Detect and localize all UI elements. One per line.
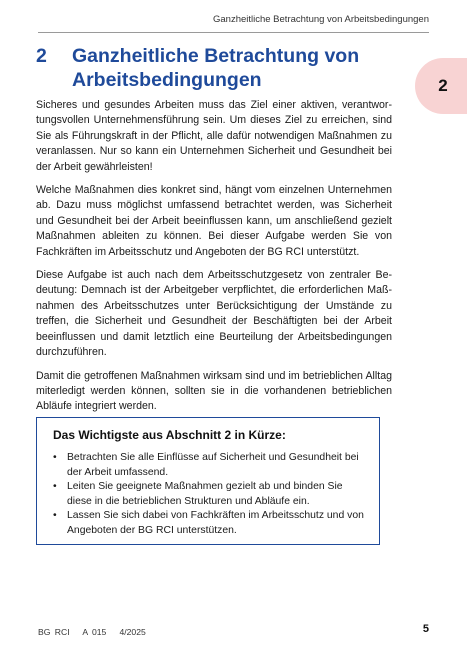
header-divider — [38, 32, 429, 33]
summary-item-text: Betrachten Sie alle Einflüsse auf Sicherheit und Gesundheit bei der Arbeit umfassend. — [67, 452, 359, 478]
summary-item — [53, 480, 365, 509]
bullet-icon: • — [53, 481, 57, 493]
body-text — [36, 98, 392, 423]
summary-item-text: Lassen Sie sich dabei von Fachkräften im Arbeitsschutz und von Angeboten der BG RCI unterstützen. — [67, 510, 364, 536]
bullet-icon: • — [53, 452, 57, 463]
chapter-tab: 2 — [415, 58, 467, 114]
section-heading — [36, 44, 406, 92]
page-number: 5 — [422, 623, 429, 635]
summary-item — [53, 509, 365, 538]
section-title: Ganzheitliche Betrachtung von Arbeitsbedingungen — [72, 45, 360, 91]
footer-info — [38, 627, 146, 637]
paragraph: Diese Aufgabe ist auch nach dem Arbeitsschutzgesetz von zentraler Bedeutung: Demnach ist der Arbeitgeber verpflichtet, die erforderlichen Maßnahmen des Arbeitsschutzes unter Berücksichtigung der Umstände zu treffen, die Sicherheit und Gesundheit der Beschäftigten bei der Arbeit beeinflussen und damit letztlich eine Beurteilung der Arbeitsbedingungen durchzuführen. — [36, 269, 392, 359]
bullet-icon: • — [53, 510, 57, 522]
footer-publisher: BG RCI — [38, 627, 70, 637]
section-number: 2 — [36, 45, 47, 67]
footer-date: 4/2025 — [119, 627, 146, 637]
summary-item — [53, 451, 365, 480]
summary-title: Das Wichtigste aus Abschnitt 2 in Kürze: — [53, 428, 286, 442]
running-header: Ganzheitliche Betrachtung von Arbeitsbedingungen — [212, 14, 429, 25]
summary-box — [36, 417, 380, 545]
summary-item-text: Leiten Sie geeignete Maßnahmen gezielt ab und binden Sie diese in die betrieblichen Strukturen und Abläufe ein. — [67, 481, 343, 507]
paragraph: Damit die getroffenen Maßnahmen wirksam sind und im betrieblichen Alltag miterledigt werden können, sollten sie in die vorhandenen betrieblichen Abläufe integriert werden. — [36, 369, 392, 413]
paragraph: Welche Maßnahmen dies konkret sind, hängt vom einzelnen Unternehmen ab. Dazu muss möglichst umfassend betrachtet werden, was Sicherheit und Gesundheit bei der Arbeit beeinflussen kann, um anschließend gezielt Maßnahmen ableiten zu können. Bei dieser Aufgabe werden Sie von Fachkräften im Arbeitsschutz und Angeboten der BG RCI unterstützt. — [36, 184, 392, 258]
paragraph: Sicheres und gesundes Arbeiten muss das Ziel einer aktiven, verantwortungsvollen Unternehmensführung sein. Um dieses Ziel zu erreichen, sind Sie als Führungskraft in der Pflicht, alle dafür notwendigen Maßnahmen zu veranlassen. Nur so kann ein Unternehmen Sicherheit und Gesundheit bei der Arbeit gewährleisten! — [36, 99, 392, 173]
footer-doc-code: A 015 — [82, 627, 107, 637]
summary-list — [53, 451, 365, 539]
